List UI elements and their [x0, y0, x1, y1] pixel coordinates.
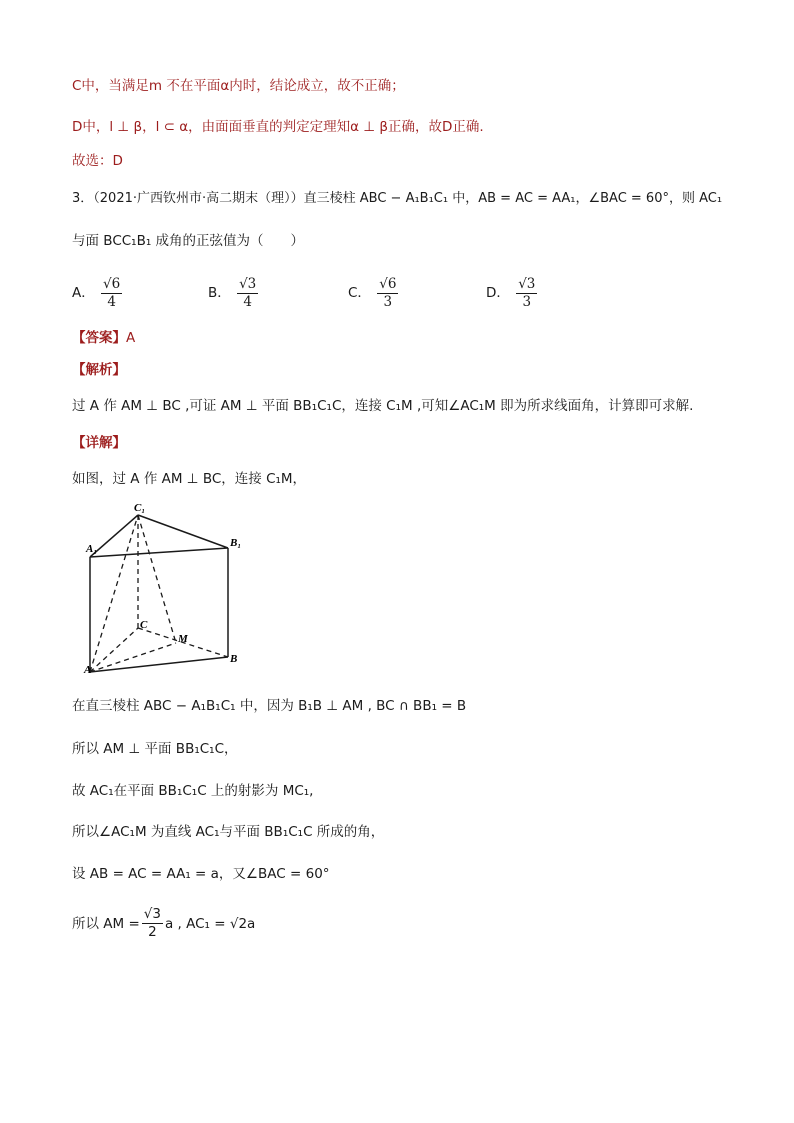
label-m: M: [178, 633, 188, 645]
label-a1: A₁: [86, 543, 98, 555]
option-c-numerator: √6: [379, 276, 397, 292]
detail-tag: 【详解】: [72, 435, 126, 451]
answer-value: A: [126, 330, 136, 346]
option-d-numerator: √3: [518, 276, 536, 292]
c-reason-line: C中，当满足m 不在平面α内时，结论成立，故不正确；: [72, 78, 405, 94]
d-reason-line: D中，l ⊥ β，l ⊂ α，由面面垂直的判定定理知α ⊥ β正确，故D正确.: [72, 119, 484, 135]
detail-step-5: 设 AB = AC = AA₁ = a，又∠BAC = 60°: [72, 866, 330, 882]
detail-step-3: 故 AC₁在平面 BB₁C₁C 上的射影为 MC₁,: [72, 783, 314, 799]
label-c: C: [140, 619, 148, 631]
final-suffix: a , AC₁ = √2a: [164, 915, 256, 932]
label-b1: B₁: [230, 537, 242, 549]
analysis-tag: 【解析】: [72, 362, 126, 378]
final-prefix: 所以 AM =: [72, 915, 140, 932]
option-a-label: A．: [72, 285, 95, 301]
final-denominator: 2: [148, 924, 157, 940]
detail-step-2: 所以 AM ⊥ 平面 BB₁C₁C，: [72, 741, 238, 757]
option-a-numerator: √6: [103, 276, 121, 292]
option-b-denominator: 4: [243, 294, 252, 310]
choice-line: 故选：D: [72, 153, 123, 169]
detail-step-4: 所以∠AC₁M 为直线 AC₁与平面 BB₁C₁C 所成的角，: [72, 824, 385, 840]
detail-step-1: 在直三棱柱 ABC − A₁B₁C₁ 中，因为 B₁B ⊥ AM , BC ∩ BB₁ = B: [72, 698, 467, 714]
segment-a-c1: [90, 515, 138, 672]
option-b: [208, 276, 260, 311]
label-c1: C₁: [134, 502, 146, 514]
detail-intro: 如图，过 A 作 AM ⊥ BC，连接 C₁M，: [72, 471, 307, 487]
edge-a1-b1: [90, 548, 228, 557]
option-b-numerator: √3: [239, 276, 257, 292]
option-c-denominator: 3: [383, 294, 393, 310]
answer-tag: 【答案】: [72, 330, 126, 346]
label-b: B: [230, 653, 238, 665]
edge-c1-b1: [138, 515, 228, 548]
option-b-label: B．: [208, 285, 231, 301]
detail-final-line: [72, 906, 255, 941]
analysis-text: 过 A 作 AM ⊥ BC ,可证 AM ⊥ 平面 BB₁C₁C，连接 C₁M ,可知∠AC₁M 即为所求线面角，计算即可求解.: [72, 398, 694, 414]
option-c: [348, 276, 400, 311]
final-numerator: √3: [143, 906, 161, 922]
option-d-denominator: 3: [522, 294, 532, 310]
option-d: [486, 276, 539, 311]
option-a-denominator: 4: [107, 294, 116, 310]
option-c-label: C．: [348, 285, 371, 301]
prism-figure: [72, 500, 272, 680]
edge-a1-c1: [90, 515, 138, 557]
answer-line: [72, 328, 135, 348]
question-3-line-2: 与面 BCC₁B₁ 成角的正弦值为（ ）: [72, 233, 305, 249]
option-d-label: D．: [486, 285, 510, 301]
edge-a-c: [90, 628, 138, 672]
label-a: A: [84, 664, 92, 676]
option-a: [72, 276, 124, 311]
question-3-line-1: 3．（2021·广西钦州市·高二期末（理））直三棱柱 ABC − A₁B₁C₁ 中，AB = AC = AA₁，∠BAC = 60°，则 AC₁: [72, 191, 723, 206]
